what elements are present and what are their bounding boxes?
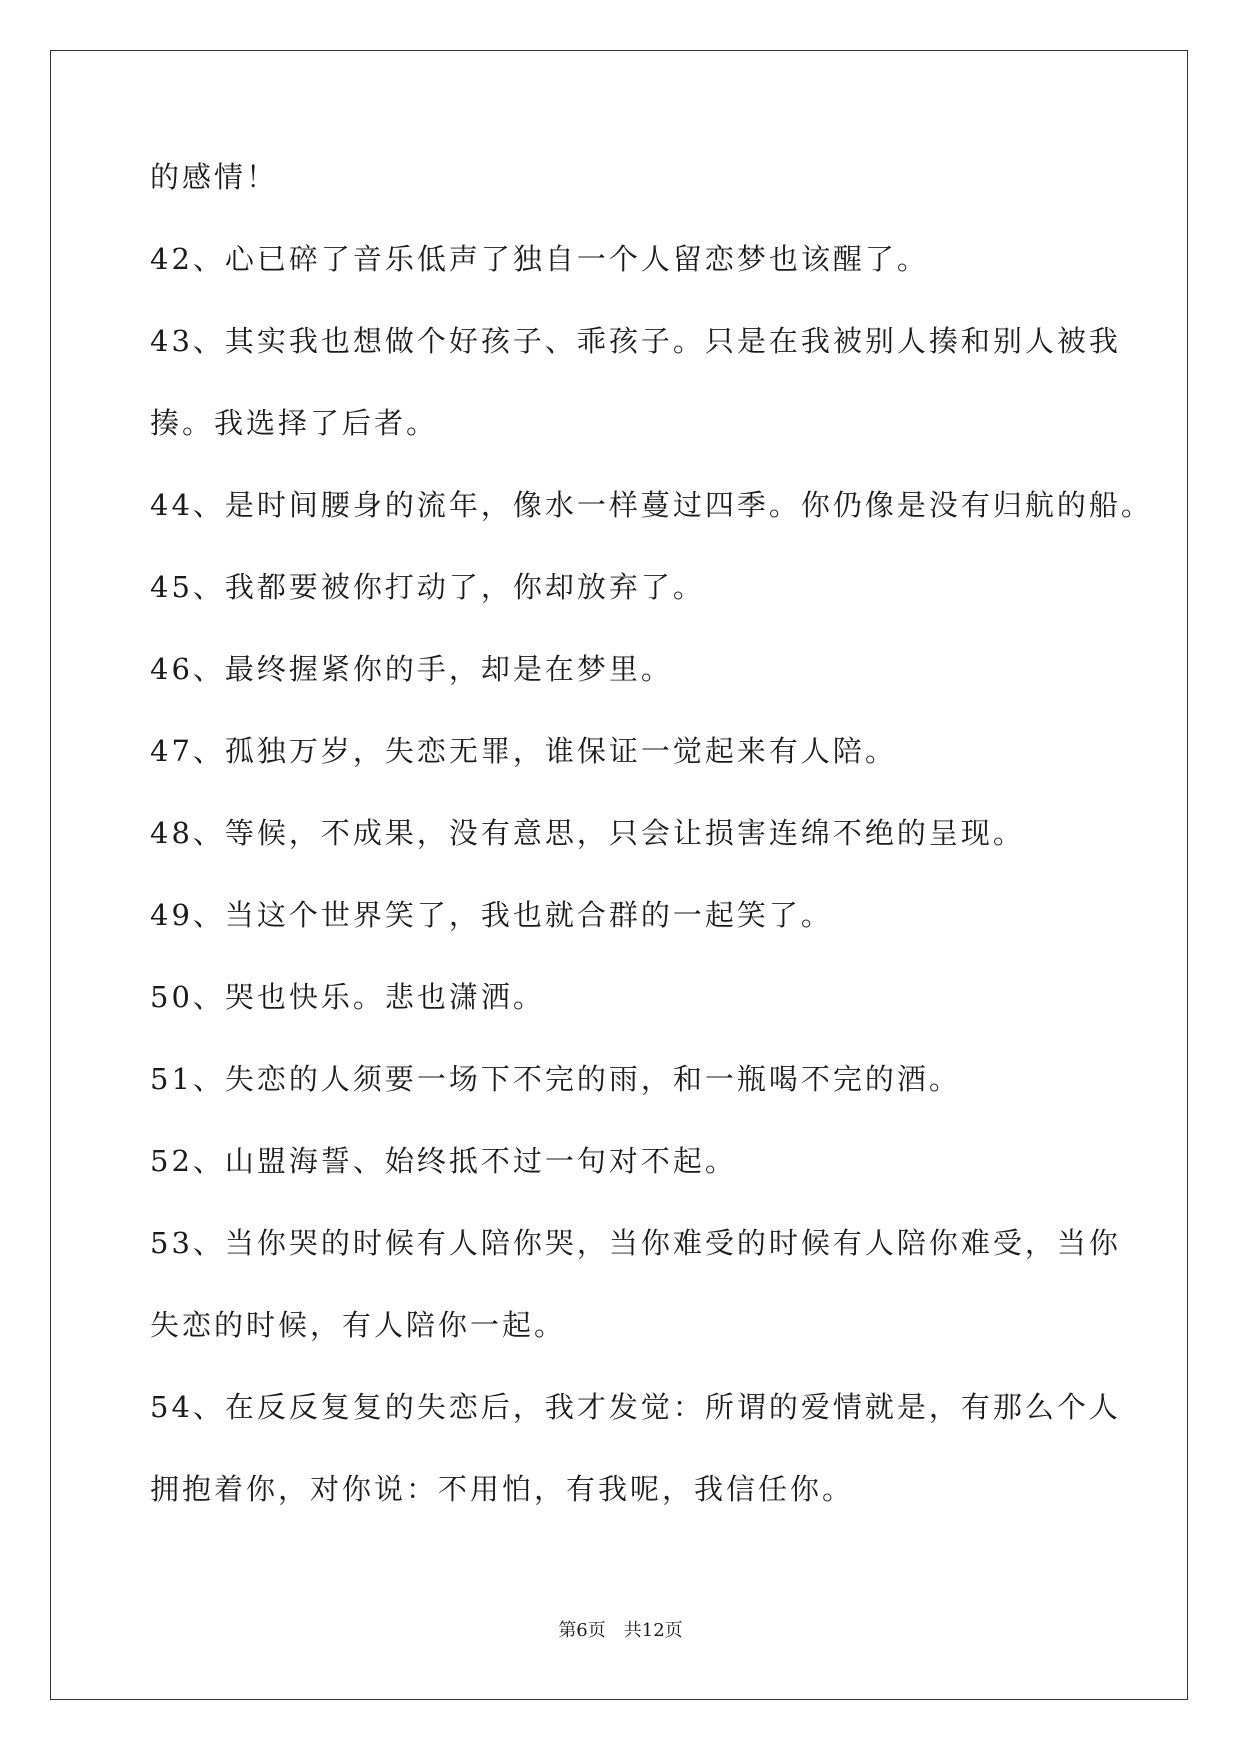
text-line: 50、哭也快乐。悲也潇洒。 (150, 980, 545, 1014)
text-line: 53、当你哭的时候有人陪你哭，当你难受的时候有人陪你难受，当你 (150, 1226, 1121, 1260)
page-total: 共12页 (623, 1620, 683, 1641)
text-line: 48、等候，不成果，没有意思，只会让损害连绵不绝的呈现。 (150, 816, 1025, 850)
text-line: 54、在反反复复的失恋后，我才发觉：所谓的爱情就是，有那么个人 (150, 1390, 1121, 1424)
page-footer (0, 1616, 1241, 1642)
text-line: 拥抱着你，对你说：不用怕，有我呢，我信任你。 (150, 1472, 855, 1506)
text-line: 失恋的时候，有人陪你一起。 (150, 1308, 567, 1342)
text-line: 揍。我选择了后者。 (150, 406, 439, 440)
text-line: 51、失恋的人须要一场下不完的雨，和一瓶喝不完的酒。 (150, 1062, 961, 1096)
text-line: 的感情！ (150, 160, 279, 194)
text-line: 43、其实我也想做个好孩子、乖孩子。只是在我被别人揍和别人被我 (150, 324, 1121, 358)
text-line: 49、当这个世界笑了，我也就合群的一起笑了。 (150, 898, 833, 932)
text-line: 42、心已碎了音乐低声了独自一个人留恋梦也该醒了。 (150, 242, 929, 276)
document-body (150, 160, 1153, 1554)
text-line: 45、我都要被你打动了，你却放弃了。 (150, 570, 705, 604)
page-number: 第6页 (558, 1620, 606, 1641)
text-line: 52、山盟海誓、始终抵不过一句对不起。 (150, 1144, 737, 1178)
text-line: 47、孤独万岁，失恋无罪，谁保证一觉起来有人陪。 (150, 734, 897, 768)
text-line: 44、是时间腰身的流年，像水一样蔓过四季。你仍像是没有归航的船。 (150, 488, 1153, 522)
text-line: 46、最终握紧你的手，却是在梦里。 (150, 652, 673, 686)
